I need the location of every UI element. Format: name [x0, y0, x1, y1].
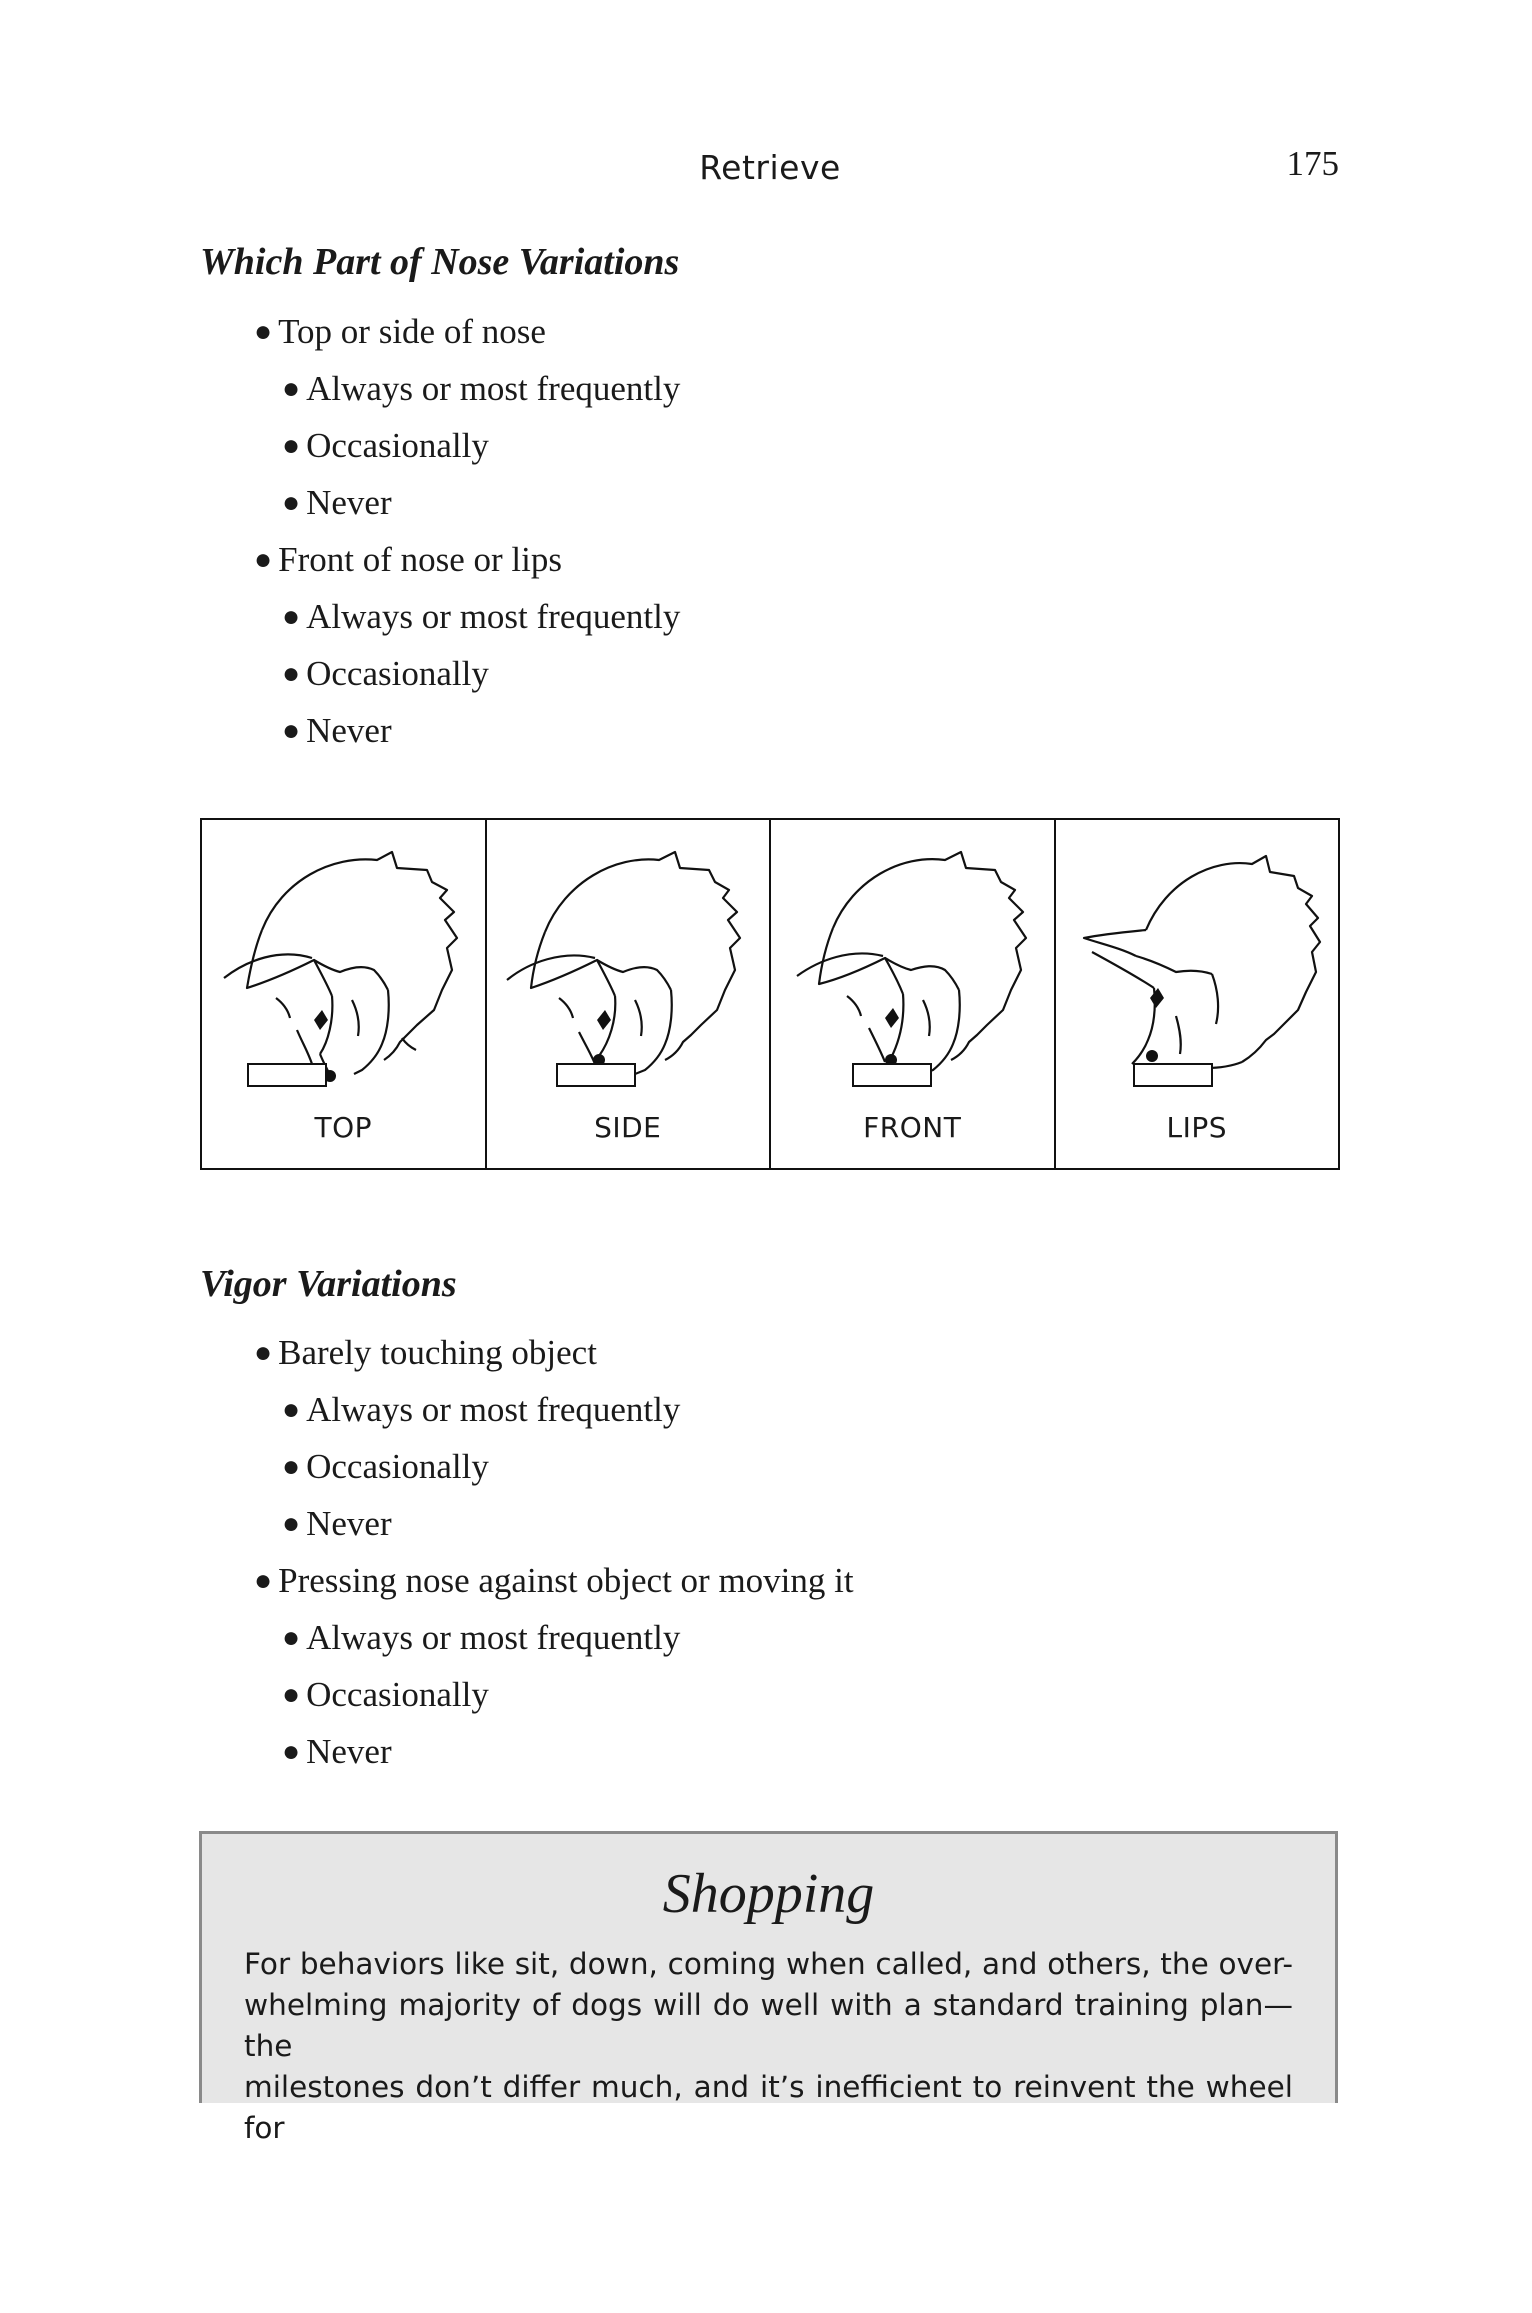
list-item: ● Never: [282, 711, 392, 750]
bullet-icon: ●: [282, 429, 301, 462]
bullet-icon: ●: [282, 1678, 301, 1711]
page-number: 175: [1286, 144, 1339, 183]
running-head: Retrieve: [699, 148, 841, 187]
figure-label-top: TOP: [314, 1111, 373, 1144]
list-item: ● Never: [282, 1504, 392, 1543]
list-item: ● Always or most frequently: [282, 597, 681, 636]
shopping-sidebar: [199, 1831, 1338, 2145]
bullet-icon: ●: [282, 714, 301, 747]
list-item: ● Barely touching object: [254, 1333, 597, 1372]
bullet-icon: ●: [254, 1336, 273, 1369]
list-item: ● Always or most frequently: [282, 369, 681, 408]
figure-panel-top: [202, 820, 487, 1168]
list-item: ● Top or side of nose: [254, 312, 546, 351]
list-item: ● Occasionally: [282, 1447, 489, 1486]
sidebar-line: milestones don’t differ much, and it’s inefficient to reinvent the wheel for: [244, 2070, 1293, 2145]
vigor-variations-heading: Vigor Variations: [200, 1263, 457, 1305]
sidebar-body: [244, 1944, 1293, 2149]
figure-panel-side: [487, 820, 772, 1168]
sidebar-title: Shopping: [662, 1863, 875, 1925]
bullet-icon: ●: [282, 486, 301, 519]
list-item: ● Never: [282, 483, 392, 522]
list-item: ● Occasionally: [282, 426, 489, 465]
bullet-icon: ●: [282, 372, 301, 405]
bullet-icon: ●: [282, 600, 301, 633]
bullet-icon: ●: [254, 543, 273, 576]
bullet-icon: ●: [254, 315, 273, 348]
list-item: ● Never: [282, 1732, 392, 1771]
figure-label-side: SIDE: [594, 1111, 662, 1144]
sidebar-line: whelming majority of dogs will do well with a standard training plan—the: [244, 1988, 1293, 2063]
sidebar-line: For behaviors like sit, down, coming when called, and others, the over-: [244, 1947, 1293, 1981]
list-item: ● Occasionally: [282, 654, 489, 693]
bullet-icon: ●: [282, 1450, 301, 1483]
nose-variations-heading: Which Part of Nose Variations: [200, 241, 680, 283]
nose-position-figure: [200, 818, 1340, 1170]
list-item: ● Always or most frequently: [282, 1390, 681, 1429]
bullet-icon: ●: [282, 657, 301, 690]
list-item: ● Front of nose or lips: [254, 540, 563, 579]
list-item: ● Pressing nose against object or moving it: [254, 1561, 854, 1600]
bullet-icon: ●: [282, 1507, 301, 1540]
figure-panel-lips: [1056, 820, 1339, 1168]
list-item: ● Always or most frequently: [282, 1618, 681, 1657]
figure-label-lips: LIPS: [1166, 1111, 1227, 1144]
list-item: ● Occasionally: [282, 1675, 489, 1714]
bullet-icon: ●: [254, 1564, 273, 1597]
bullet-icon: ●: [282, 1621, 301, 1654]
figure-label-front: FRONT: [863, 1111, 962, 1144]
bullet-icon: ●: [282, 1735, 301, 1768]
bullet-icon: ●: [282, 1393, 301, 1426]
figure-panel-front: [771, 820, 1056, 1168]
